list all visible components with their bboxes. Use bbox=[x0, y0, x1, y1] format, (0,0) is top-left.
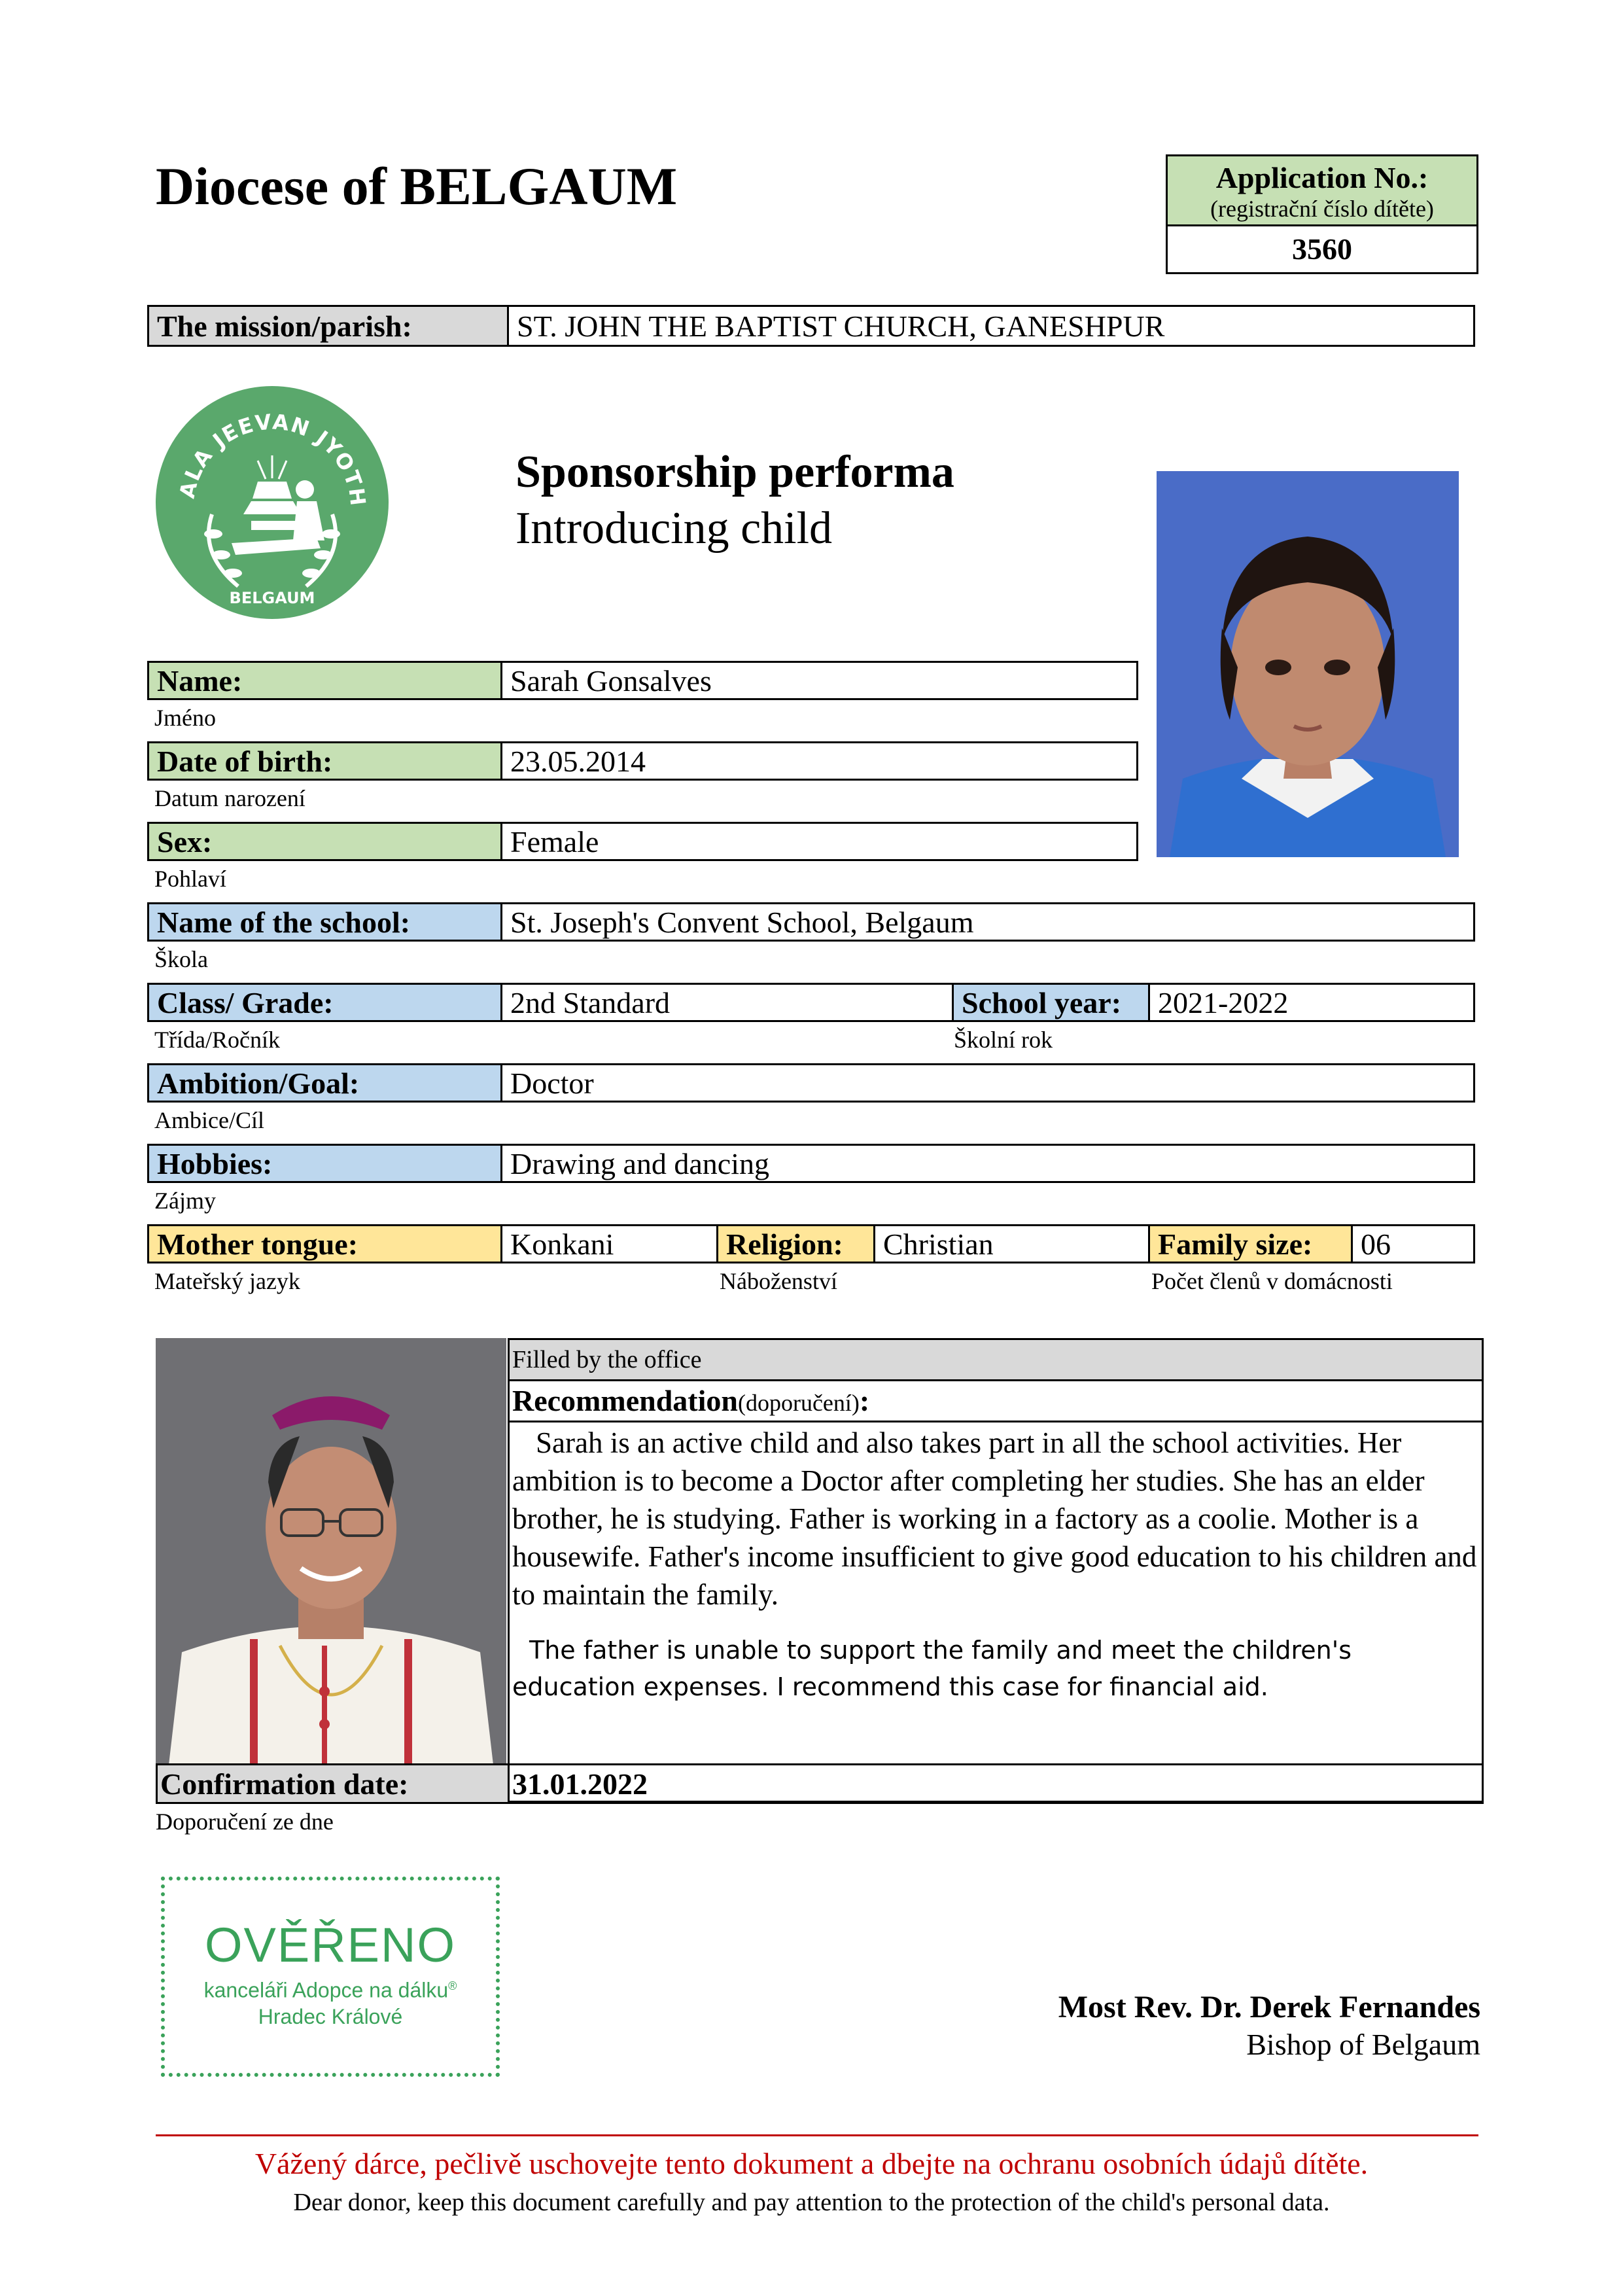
stamp-line-1 bbox=[165, 1973, 496, 2004]
school-year-value: 2021-2022 bbox=[1158, 985, 1289, 1019]
class-row bbox=[147, 983, 1475, 1022]
application-label: Application No.: bbox=[1215, 161, 1429, 194]
logo-text-bottom: BELGAUM bbox=[229, 589, 315, 607]
ambition-row bbox=[147, 1063, 1475, 1103]
application-box bbox=[1166, 154, 1478, 274]
verification-stamp bbox=[161, 1877, 500, 2077]
class-value: 2nd Standard bbox=[502, 985, 954, 1020]
religion-label: Religion: bbox=[718, 1226, 875, 1262]
form-subheading: Introducing child bbox=[515, 503, 833, 554]
confirmation-row bbox=[156, 1763, 1484, 1804]
hobbies-row bbox=[147, 1144, 1475, 1183]
mission-row bbox=[147, 305, 1475, 347]
family-size-label: Family size: bbox=[1150, 1226, 1353, 1262]
school-year-label: School year: bbox=[954, 985, 1150, 1020]
name-label: Name: bbox=[149, 663, 502, 698]
dob-sublabel: Datum narození bbox=[154, 785, 305, 811]
application-header bbox=[1168, 156, 1476, 226]
stamp-title: OVĚŘENO bbox=[204, 1918, 457, 1972]
footer-english: Dear donor, keep this document carefully and pay attention to the protection of the child's personal data. bbox=[293, 2189, 1330, 2216]
ambition-label: Ambition/Goal: bbox=[149, 1065, 502, 1101]
recommendation-heading bbox=[510, 1381, 1482, 1422]
sex-value: Female bbox=[510, 824, 599, 858]
recommendation-text: Sarah is an active child and also takes part in all the school activities. Her ambition is to become a Doctor after completing her studies. She has an elder brother, he is studying. Father is working in a factory as a coolie. Mother is a housewife. Father's income insufficient to give good education to his children and to maintain the family. bbox=[512, 1426, 1477, 1611]
application-sublabel: (registrační číslo dítěte) bbox=[1210, 196, 1434, 222]
signatory-name: Most Rev. Dr. Derek Fernandes bbox=[1058, 1990, 1480, 2024]
hobbies-label: Hobbies: bbox=[149, 1146, 502, 1181]
recommendation-sublabel: (doporučení) bbox=[737, 1390, 860, 1416]
family-size-sublabel: Počet členů v domácnosti bbox=[1151, 1268, 1393, 1294]
stamp-line-1-text: kanceláři Adopce na dálku bbox=[203, 1978, 449, 2002]
recommendation-text-2: The father is unable to support the family and meet the children's education expenses. I recommend this case for financial aid. bbox=[512, 1636, 1352, 1701]
school-label: Name of the school: bbox=[149, 904, 502, 940]
sex-sublabel: Pohlaví bbox=[154, 866, 227, 892]
confirmation-value: 31.01.2022 bbox=[512, 1767, 648, 1801]
mother-tongue-label: Mother tongue: bbox=[149, 1226, 502, 1262]
mother-tongue-value: Konkani bbox=[502, 1226, 718, 1262]
family-row bbox=[147, 1224, 1475, 1263]
school-row bbox=[147, 902, 1475, 942]
footer-divider bbox=[156, 2134, 1478, 2136]
hobbies-sublabel: Zájmy bbox=[154, 1188, 216, 1214]
name-sublabel: Jméno bbox=[154, 705, 216, 731]
name-row bbox=[147, 661, 1138, 700]
form-heading: Sponsorship performa bbox=[515, 447, 954, 497]
mission-value: ST. JOHN THE BAPTIST CHURCH, GANESHPUR bbox=[517, 309, 1165, 343]
school-sublabel: Škola bbox=[154, 946, 209, 972]
hobbies-value: Drawing and dancing bbox=[510, 1146, 769, 1180]
sex-label: Sex: bbox=[149, 824, 502, 859]
recommendation-label: Recommendation bbox=[512, 1384, 738, 1417]
footer-czech: Vážený dárce, pečlivě uschovejte tento dokument a dbejte na ochranu osobních údajů dítěte. bbox=[254, 2147, 1369, 2180]
class-sublabel: Třída/Ročník bbox=[154, 1027, 280, 1053]
application-number: 3560 bbox=[1292, 232, 1352, 266]
class-label: Class/ Grade: bbox=[149, 985, 502, 1020]
ambition-sublabel: Ambice/Cíl bbox=[154, 1107, 264, 1133]
mission-label: The mission/parish: bbox=[149, 307, 509, 345]
dob-label: Date of birth: bbox=[149, 743, 502, 779]
recommendation-colon: : bbox=[859, 1384, 870, 1417]
logo-text-top: ALA JEEVAN JYOTH bbox=[174, 409, 371, 508]
confirmation-sublabel: Doporučení ze dne bbox=[156, 1809, 334, 1835]
name-value: Sarah Gonsalves bbox=[510, 663, 712, 698]
signatory-title: Bishop of Belgaum bbox=[1246, 2028, 1480, 2061]
stamp-registered-mark: ® bbox=[448, 1979, 457, 1992]
dob-value: 23.05.2014 bbox=[510, 744, 646, 778]
bala-jeevan-jyothi-logo bbox=[153, 383, 391, 622]
bishop-photo bbox=[156, 1338, 506, 1765]
religion-value: Christian bbox=[875, 1226, 1150, 1262]
sex-row bbox=[147, 822, 1138, 861]
religion-sublabel: Náboženství bbox=[720, 1268, 837, 1294]
child-photo bbox=[1157, 471, 1459, 857]
family-size-value: 06 bbox=[1361, 1227, 1391, 1261]
dob-row bbox=[147, 741, 1138, 781]
office-header: Filled by the office bbox=[510, 1340, 1482, 1381]
school-year-sublabel: Školní rok bbox=[954, 1027, 1053, 1053]
office-section bbox=[508, 1338, 1484, 1803]
mother-tongue-sublabel: Mateřský jazyk bbox=[154, 1268, 300, 1294]
school-value: St. Joseph's Convent School, Belgaum bbox=[510, 905, 974, 939]
stamp-line-2: Hradec Králové bbox=[258, 2004, 403, 2028]
confirmation-label: Confirmation date: bbox=[158, 1765, 510, 1802]
ambition-value: Doctor bbox=[510, 1066, 594, 1100]
page-title: Diocese of BELGAUM bbox=[156, 156, 678, 216]
